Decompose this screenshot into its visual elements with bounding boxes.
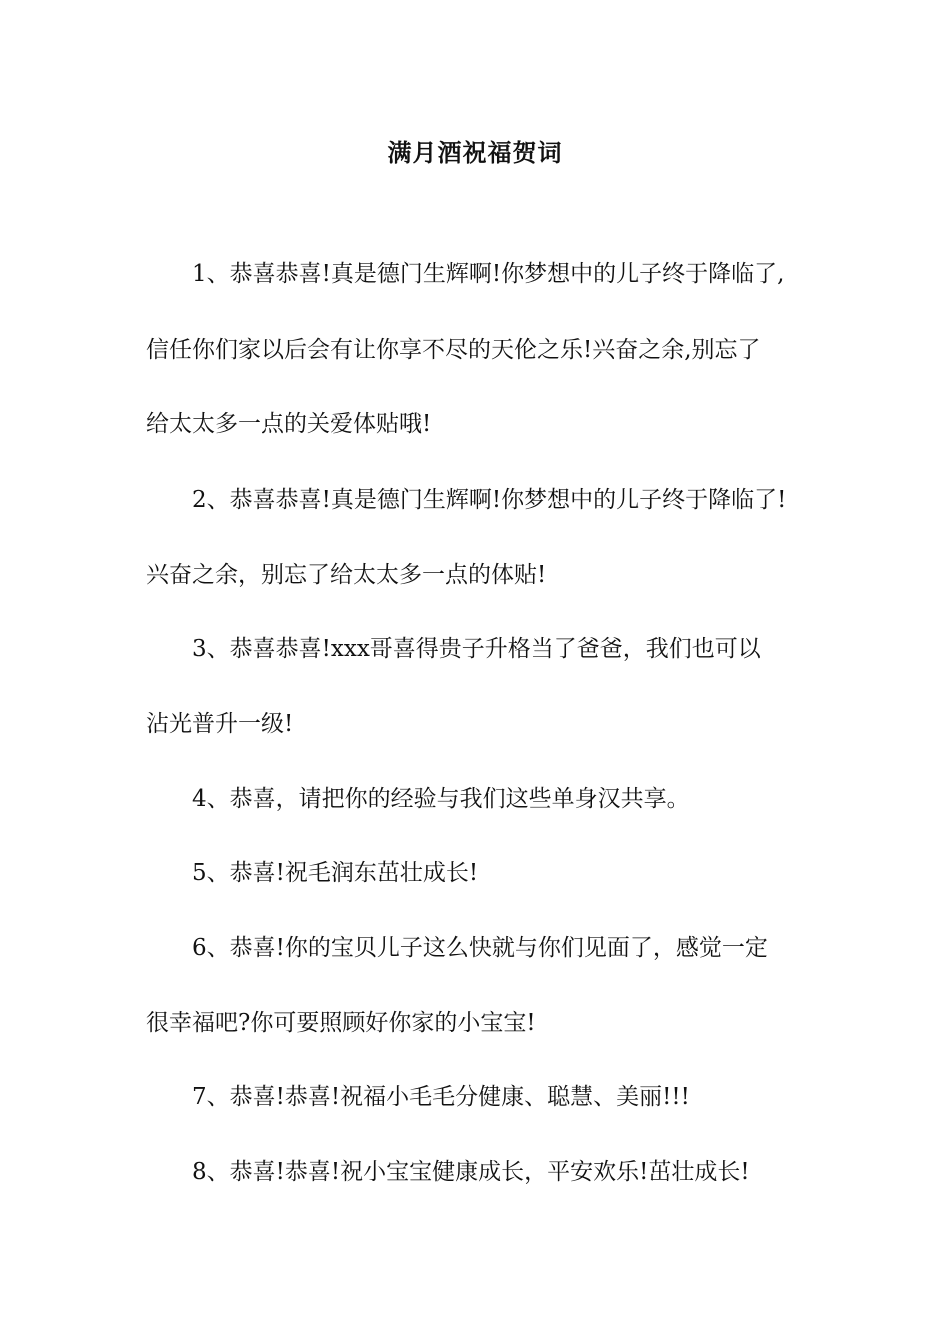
paragraph-6-line-2: 很幸福吧?你可要照顾好你家的小宝宝!: [146, 1010, 536, 1036]
paragraph-1-line-2: 信任你们家以后会有让你享不尽的天伦之乐!兴奋之余,别忘了: [146, 337, 761, 363]
paragraph-2-line-1: 2、恭喜恭喜!真是德门生辉啊!你梦想中的儿子终于降临了!: [192, 487, 787, 513]
paragraph-4: 4、恭喜，请把你的经验与我们这些单身汉共享。: [192, 786, 690, 812]
paragraph-3-line-2: 沾光普升一级!: [146, 711, 294, 737]
paragraph-6-line-1: 6、恭喜!你的宝贝儿子这么快就与你们见面了，感觉一定: [192, 935, 768, 961]
paragraph-1-line-1: 1、恭喜恭喜!真是德门生辉啊!你梦想中的儿子终于降临了,: [192, 261, 785, 287]
paragraph-7: 7、恭喜!恭喜!祝福小毛毛分健康、聪慧、美丽!!!: [192, 1084, 690, 1110]
page-title: 满月酒祝福贺词: [387, 139, 563, 167]
paragraph-8: 8、恭喜!恭喜!祝小宝宝健康成长，平安欢乐!茁壮成长!: [192, 1159, 750, 1185]
paragraph-3-line-1: 3、恭喜恭喜!xxx哥喜得贵子升格当了爸爸，我们也可以: [192, 636, 761, 662]
paragraph-5: 5、恭喜!祝毛润东茁壮成长!: [192, 860, 479, 886]
paragraph-2-line-2: 兴奋之余，别忘了给太太多一点的体贴!: [146, 562, 547, 588]
paragraph-1-line-3: 给太太多一点的关爱体贴哦!: [146, 411, 432, 437]
